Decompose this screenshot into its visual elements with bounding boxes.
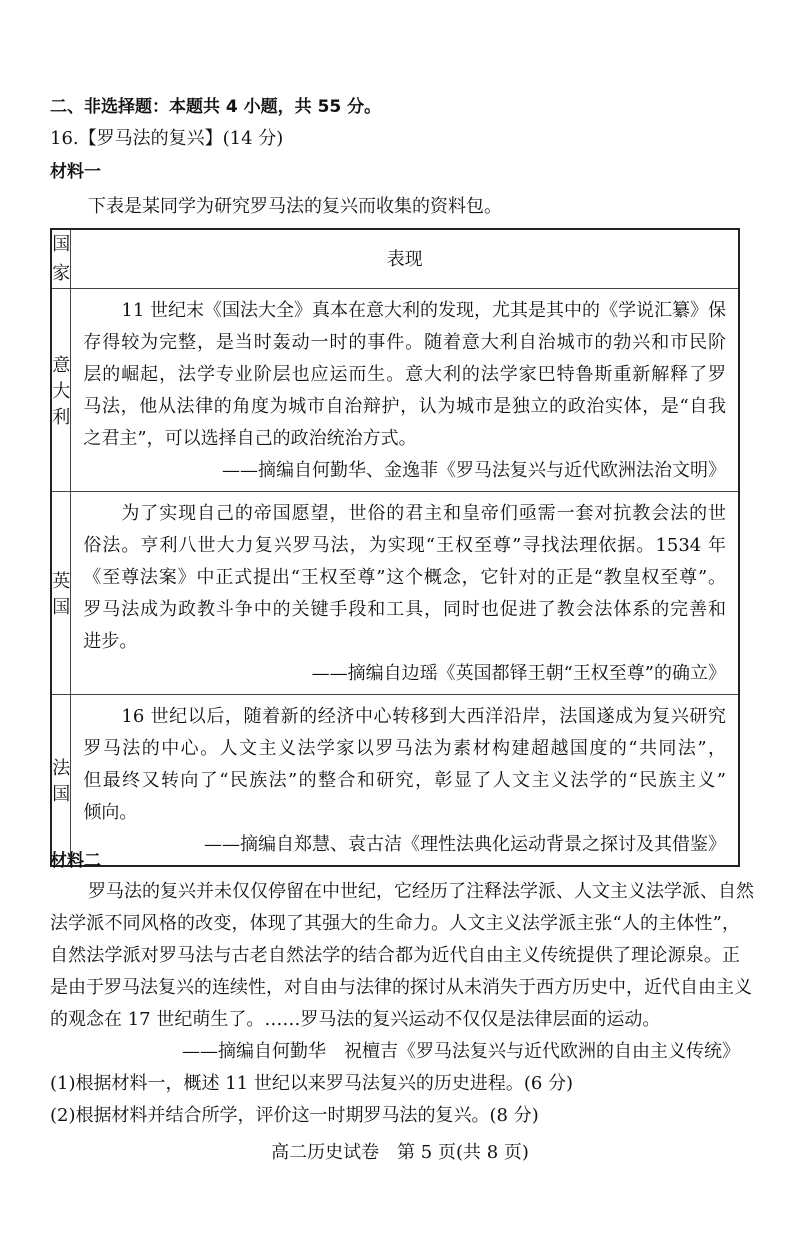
materials-table	[50, 228, 740, 867]
section-header: 二、非选择题：本题共 4 小题，共 55 分。	[50, 97, 382, 117]
source-citation: ——摘编自何勤华 祝檀吉《罗马法复兴与近代欧洲的自由主义传统》	[182, 1041, 740, 1062]
content-cell	[71, 695, 739, 867]
header-content: 表现	[71, 229, 739, 289]
text-line: 《至尊法案》中正式提出“王权至尊”这个概念，它针对的正是“教皇权至尊”。	[83, 567, 726, 588]
question-title: 16.【罗马法的复兴】(14 分)	[50, 128, 284, 149]
text-line: 是由于罗马法复兴的连续性，对自由与法律的探讨从未消失于西方历史中，近代自由主义	[50, 977, 752, 998]
material1-intro: 下表是某同学为研究罗马法的复兴而收集的资料包。	[88, 196, 502, 217]
text-line: 之君主”，可以选择自己的政治统治方式。	[83, 428, 417, 449]
table-header-row	[51, 229, 739, 289]
material1-label: 材料一	[50, 162, 101, 182]
text-line: 进步。	[83, 631, 138, 652]
text-line: 罗马法的复兴并未仅仅停留在中世纪，它经历了注释法学派、人文主义法学派、自然	[88, 881, 754, 902]
source-citation: ——摘编自何勤华、金逸菲《罗马法复兴与近代欧洲法治文明》	[222, 460, 726, 481]
text-line: 的观念在 17 世纪萌生了。……罗马法的复兴运动不仅仅是法律层面的运动。	[50, 1009, 661, 1030]
text-line: 倾向。	[83, 802, 138, 823]
question-2: (2)根据材料并结合所学，评价这一时期罗马法的复兴。(8 分)	[50, 1105, 539, 1126]
content-cell	[71, 289, 739, 492]
table-row	[51, 695, 739, 867]
country-cell: 法国	[51, 695, 71, 867]
source-citation: ——摘编自郑慧、袁古洁《理性法典化运动背景之探讨及其借鉴》	[204, 834, 726, 855]
country-cell: 英国	[51, 492, 71, 695]
text-line: 马法，他从法律的角度为城市自治辩护，认为城市是独立的政治实体，是“自我	[83, 396, 726, 417]
material2-label: 材料二	[50, 851, 101, 871]
country-cell: 意大利	[51, 289, 71, 492]
table-row	[51, 492, 739, 695]
table-row	[51, 289, 739, 492]
page-footer: 高二历史试卷 第 5 页(共 8 页)	[271, 1142, 529, 1163]
content-cell	[71, 492, 739, 695]
text-line: 存得较为完整，是当时轰动一时的事件。随着意大利自治城市的勃兴和市民阶	[83, 332, 726, 353]
text-line: 16 世纪以后，随着新的经济中心转移到大西洋沿岸，法国遂成为复兴研究	[121, 706, 726, 727]
text-line: 层的崛起，法学专业阶层也应运而生。意大利的法学家巴特鲁斯重新解释了罗	[83, 364, 726, 385]
text-line: 法学派不同风格的改变，体现了其强大的生命力。人文主义法学派主张“人的主体性”，	[50, 913, 740, 934]
text-line: 罗马法成为政教斗争中的关键手段和工具，同时也促进了教会法体系的完善和	[83, 599, 726, 620]
question-1: (1)根据材料一，概述 11 世纪以来罗马法复兴的历史进程。(6 分)	[50, 1073, 574, 1094]
text-line: 为了实现自己的帝国愿望，世俗的君主和皇帝们亟需一套对抗教会法的世	[121, 503, 726, 524]
text-line: 自然法学派对罗马法与古老自然法学的结合都为近代自由主义传统提供了理论源泉。正	[50, 945, 740, 966]
text-line: 11 世纪末《国法大全》真本在意大利的发现，尤其是其中的《学说汇纂》保	[121, 300, 726, 321]
header-country: 国家	[51, 229, 71, 289]
text-line: 但最终又转向了“民族法”的整合和研究，彰显了人文主义法学的“民族主义”	[83, 770, 726, 791]
material2-body	[50, 876, 754, 1132]
source-citation: ——摘编自边瑶《英国都铎王朝“王权至尊”的确立》	[311, 663, 726, 684]
text-line: 罗马法的中心。人文主义法学家以罗马法为素材构建超越国度的“共同法”，	[83, 738, 726, 759]
text-line: 俗法。亨利八世大力复兴罗马法，为实现“王权至尊”寻找法理依据。1534 年	[83, 535, 726, 556]
